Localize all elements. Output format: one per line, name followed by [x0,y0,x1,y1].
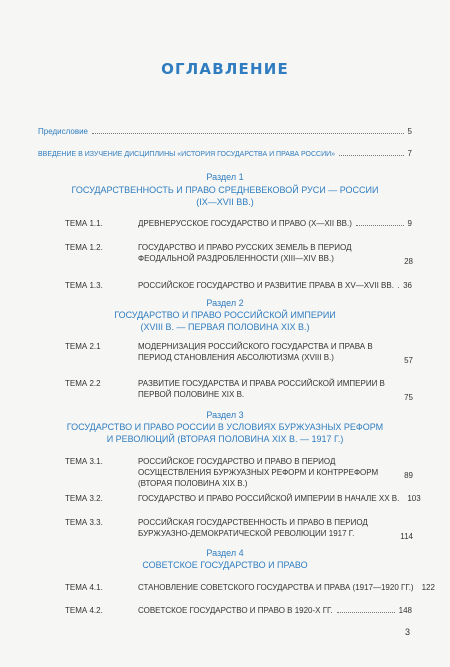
toc-page-number: 7 [407,149,412,158]
toc-entry-topic-4-1[interactable] [138,582,435,593]
dot-leader [337,611,395,613]
topic-label: ТЕМА 4.2. [65,606,103,615]
section-title: ГОСУДАРСТВЕННОСТЬ И ПРАВО СРЕДНЕВЕКОВОЙ РУСИ — РОССИИ [71,185,379,195]
section-title: СОВЕТСКОЕ ГОСУДАРСТВО И ПРАВО [142,560,308,570]
section-title-line2: И РЕВОЛЮЦИЙ (ВТОРАЯ ПОЛОВИНА XIX В. — 1917 Г.) [106,434,344,444]
section-heading: Раздел 3 [206,410,244,420]
topic-label: ТЕМА 1.2. [65,243,103,252]
toc-entry-topic-3-2[interactable] [138,493,421,504]
section-title-line2: (XVIII В. — ПЕРВАЯ ПОЛОВИНА XIX В.) [140,322,310,332]
toc-page-number: 89 [404,471,413,480]
topic-title: ГОСУДАРСТВО И ПРАВО РОССИЙСКОЙ ИМПЕРИИ В НАЧАЛЕ XX В. [138,494,400,503]
toc-page-number: 148 [398,606,412,615]
toc-page-number: 122 [421,583,435,592]
toc-page-number: 114 [400,532,413,541]
toc-page-number: 36 [403,281,412,290]
toc-entry-preface[interactable] [38,126,412,137]
toc-page-number: 9 [407,219,412,228]
section-heading: Раздел 1 [206,172,244,182]
topic-title: СТАНОВЛЕНИЕ СОВЕТСКОГО ГОСУДАРСТВА И ПРАВА (1917—1920 ГГ.) [138,583,414,592]
topic-label: ТЕМА 2.1 [65,342,101,351]
topic-label: ТЕМА 1.1. [65,219,103,228]
topic-label: ТЕМА 2.2 [65,379,101,388]
topic-title[interactable]: ГОСУДАРСТВО И ПРАВО РУССКИХ ЗЕМЕЛЬ В ПЕРИОД ФЕОДАЛЬНОЙ РАЗДРОБЛЕННОСТИ (XIII—XIV ВВ.) [138,243,352,263]
toc-entry-topic-1-1[interactable] [138,218,412,229]
section-heading: Раздел 4 [206,548,244,558]
toc-page-number: 75 [404,393,413,402]
page-number: 3 [404,627,410,637]
topic-title[interactable]: МОДЕРНИЗАЦИЯ РОССИЙСКОГО ГОСУДАРСТВА И ПРАВА В ПЕРИОД СТАНОВЛЕНИЯ АБСОЛЮТИЗМА (XVIII В.) [138,342,373,362]
toc-entry-topic-4-2[interactable] [138,605,412,616]
dot-leader [92,132,404,134]
toc-entry-label: Предисловие [38,127,88,136]
section-title: ГОСУДАРСТВО И ПРАВО РОССИЙСКОЙ ИМПЕРИИ [114,310,336,320]
page-title: ОГЛАВЛЕНИЕ [161,60,289,78]
section-title: ГОСУДАРСТВО И ПРАВО РОССИИ В УСЛОВИЯХ БУРЖУАЗНЫХ РЕФОРМ [66,422,384,432]
topic-label: ТЕМА 1.3. [65,281,103,290]
topic-title[interactable]: РОССИЙСКОЕ ГОСУДАРСТВО И ПРАВО В ПЕРИОД ОСУЩЕСТВЛЕНИЯ БУРЖУАЗНЫХ РЕФОРМ И КОНТРРЕФОРМ (ВТОРАЯ ПОЛОВИНА XIX В.) [138,457,379,488]
topic-label: ТЕМА 3.3. [65,518,103,527]
topic-title[interactable]: РАЗВИТИЕ ГОСУДАРСТВА И ПРАВА РОССИЙСКОЙ ИМПЕРИИ В ПЕРВОЙ ПОЛОВИНЕ XIX В. [138,379,385,399]
topic-title: ДРЕВНЕРУССКОЕ ГОСУДАРСТВО И ПРАВО (X—XII ВВ.) [138,219,352,228]
toc-page-number: 103 [407,494,421,503]
toc-entry-introduction[interactable] [38,148,412,160]
section-heading: Раздел 2 [206,298,244,308]
toc-page-number: 57 [404,356,413,365]
section-title-line2: (IX—XVII ВВ.) [196,197,254,207]
dot-leader [398,286,399,288]
dot-leader [356,224,404,226]
topic-label: ТЕМА 4.1. [65,583,103,592]
toc-entry-label: ВВЕДЕНИЕ В ИЗУЧЕНИЕ ДИСЦИПЛИНЫ «ИСТОРИЯ ГОСУДАРСТВА И ПРАВА РОССИИ» [38,151,336,158]
toc-entry-topic-1-3[interactable] [138,280,412,291]
topic-title: СОВЕТСКОЕ ГОСУДАРСТВО И ПРАВО В 1920-Х ГГ. [138,606,333,615]
toc-page-number: 28 [404,257,413,266]
topic-title[interactable]: РОССИЙСКАЯ ГОСУДАРСТВЕННОСТЬ И ПРАВО В ПЕРИОД БУРЖУАЗНО-ДЕМОКРАТИЧЕСКОЙ РЕВОЛЮЦИИ 1917 Г. [138,518,368,538]
topic-label: ТЕМА 3.1. [65,457,103,466]
toc-page-number: 5 [407,127,412,136]
dot-leader [339,154,404,156]
topic-label: ТЕМА 3.2. [65,494,103,503]
topic-title: РОССИЙСКОЕ ГОСУДАРСТВО И РАЗВИТИЕ ПРАВА В XV—XVII ВВ. [138,281,394,290]
